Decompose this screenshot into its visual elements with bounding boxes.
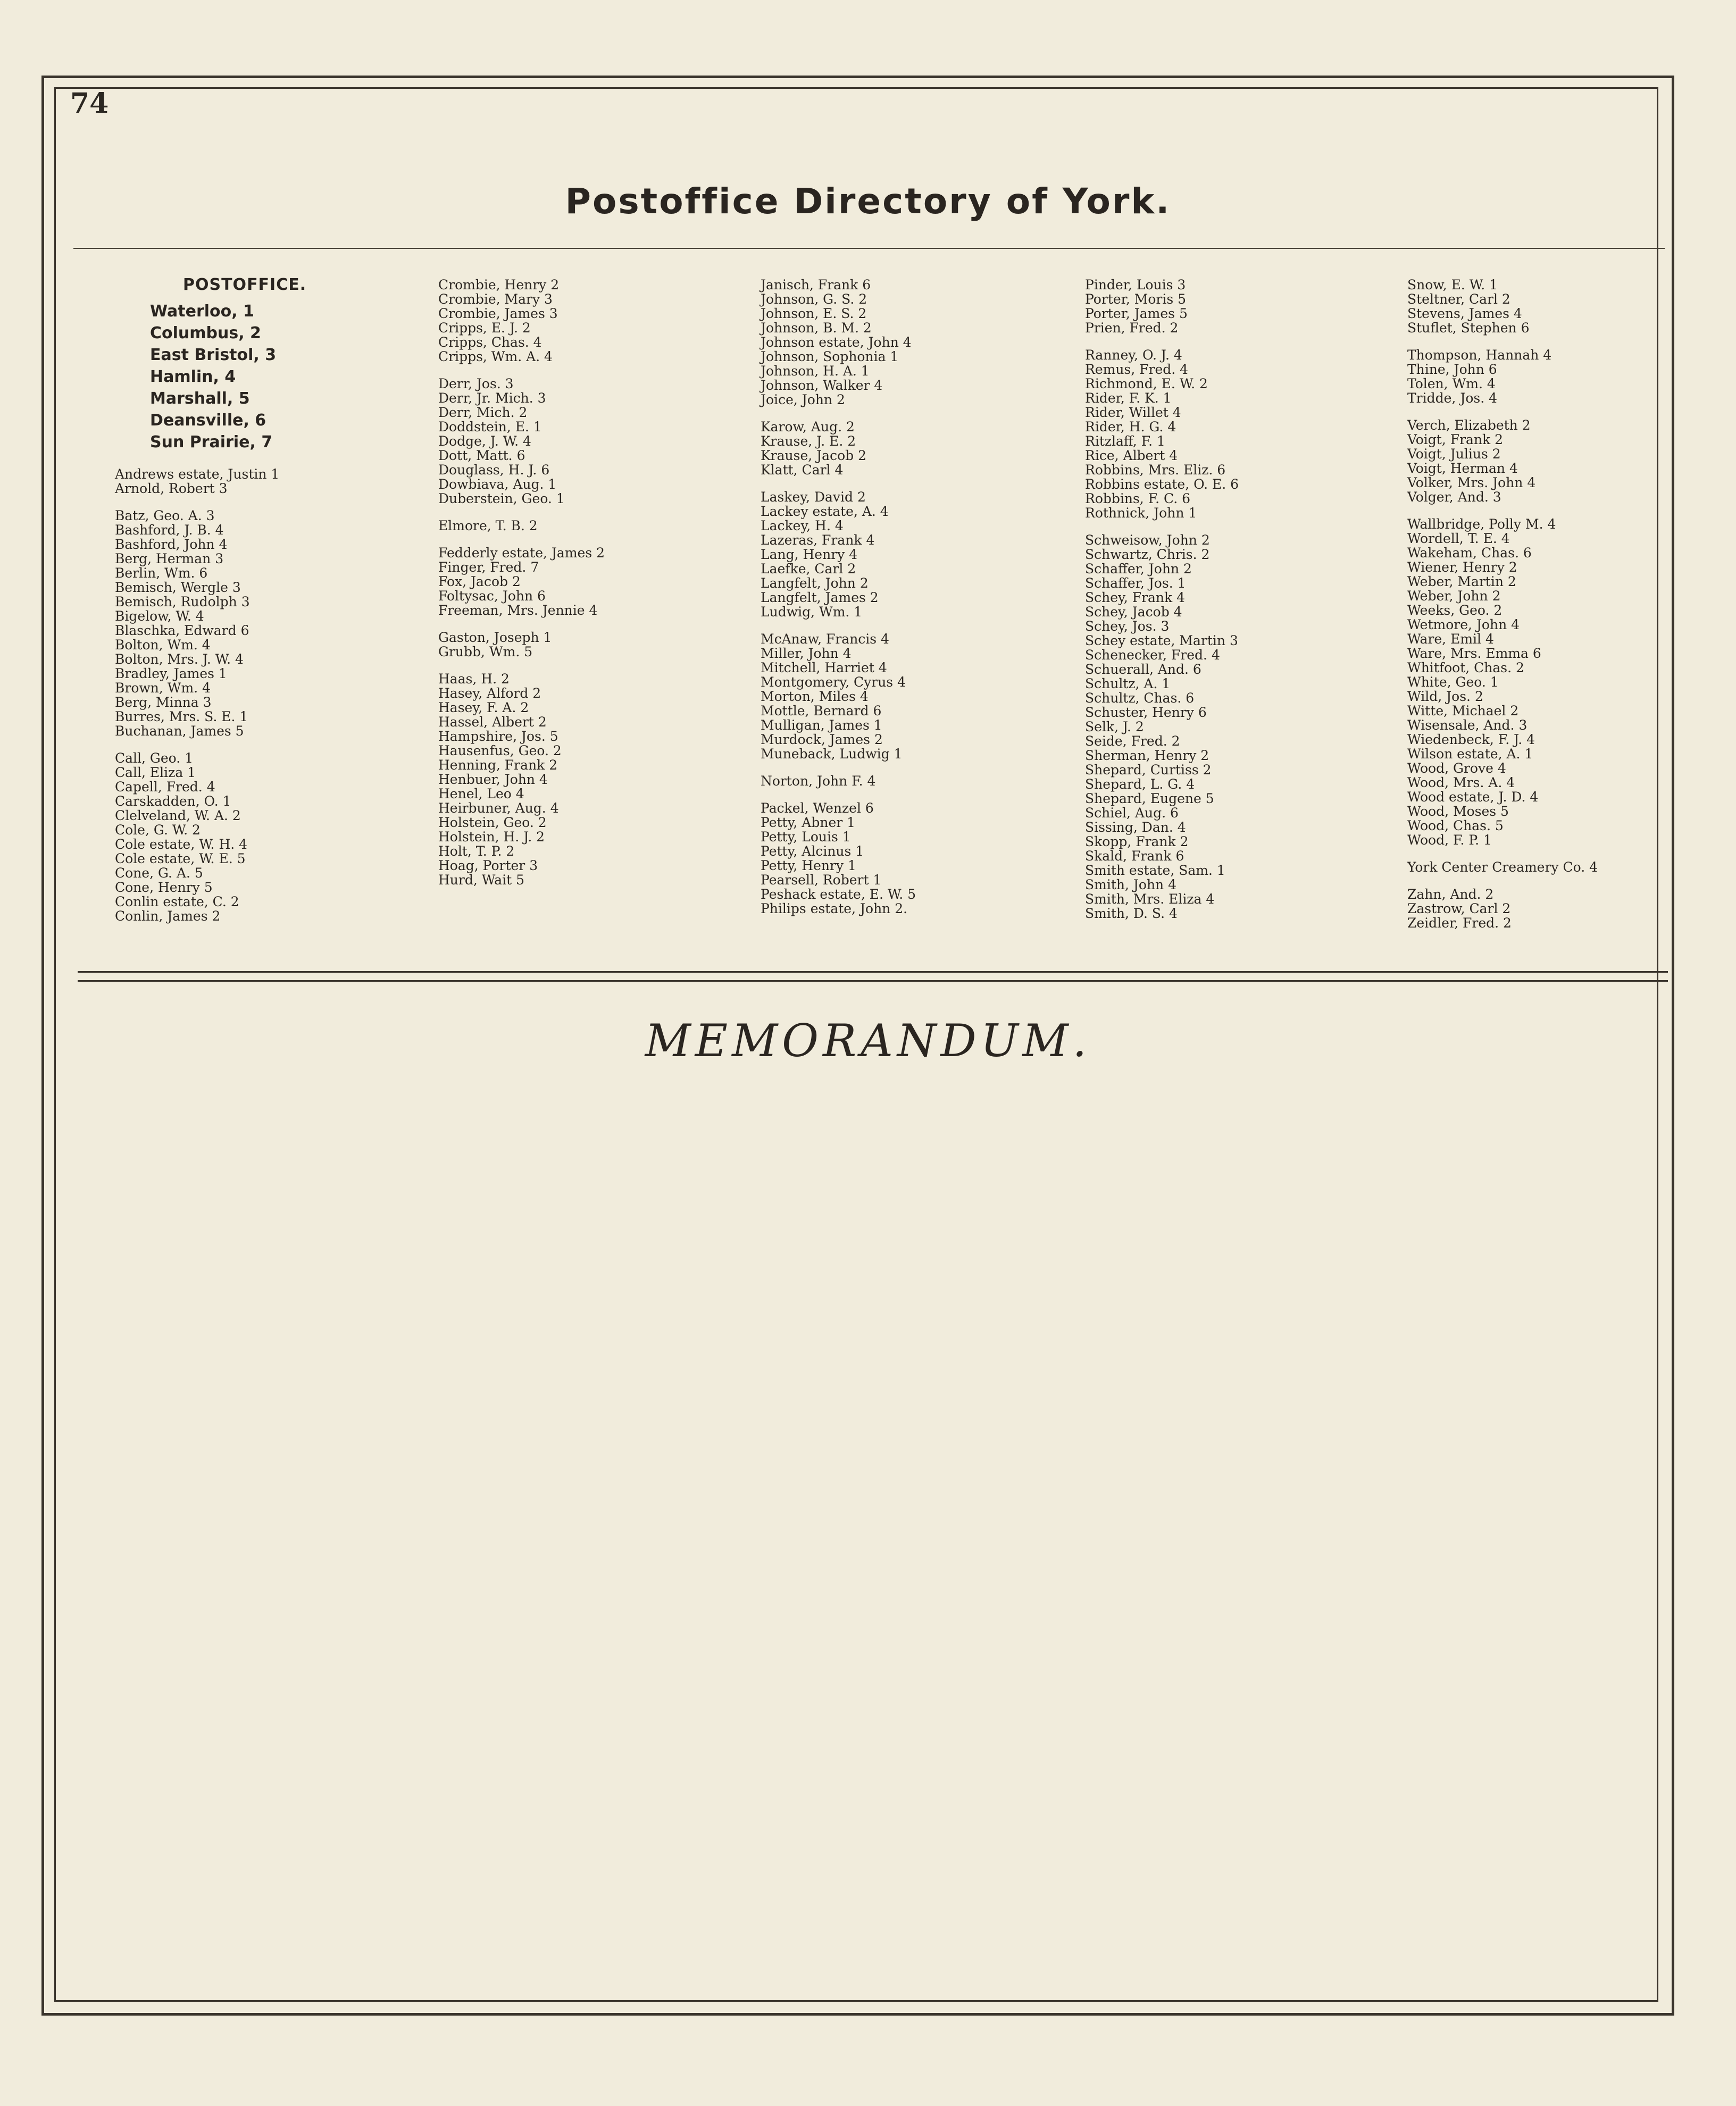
directory-entry: Wood, Grove 4 — [1407, 760, 1506, 776]
directory-entry: Rothnick, John 1 — [1085, 505, 1197, 521]
directory-entry: Foltysac, John 6 — [438, 588, 546, 604]
directory-entry: Krause, Jacob 2 — [761, 448, 866, 463]
directory-entries — [1407, 278, 1598, 930]
group-spacer — [761, 619, 916, 632]
directory-entry: Andrews estate, Justin 1 — [115, 466, 280, 482]
directory-entry: Bashford, J. B. 4 — [115, 522, 224, 538]
page-number: 74 — [70, 87, 109, 120]
directory-entry: Batz, Geo. A. 3 — [115, 508, 215, 523]
group-spacer — [761, 761, 916, 774]
directory-entry: Petty, Henry 1 — [761, 858, 856, 873]
directory-entry: Wisensale, And. 3 — [1407, 717, 1528, 733]
directory-entry: Cone, G. A. 5 — [115, 865, 203, 881]
directory-entry: Dodge, J. W. 4 — [438, 433, 531, 449]
directory-entry: Selk, J. 2 — [1085, 719, 1144, 734]
directory-entry: Hasey, F. A. 2 — [438, 700, 529, 715]
directory-entry: Voigt, Frank 2 — [1407, 432, 1504, 447]
group-spacer — [115, 496, 306, 508]
directory-entry: Henel, Leo 4 — [438, 786, 524, 801]
directory-entry: Johnson, H. A. 1 — [761, 363, 870, 379]
directory-entry: Fox, Jacob 2 — [438, 574, 521, 589]
directory-entry: Bolton, Wm. 4 — [115, 637, 211, 653]
directory-entry: Derr, Jr. Mich. 3 — [438, 390, 546, 406]
directory-entry: Petty, Louis 1 — [761, 829, 851, 845]
group-spacer — [438, 617, 605, 630]
directory-entry: Miller, John 4 — [761, 646, 852, 661]
directory-entry: Carskadden, O. 1 — [115, 793, 231, 809]
directory-entry: Stuflet, Stephen 6 — [1407, 320, 1530, 336]
directory-entry: Hausenfus, Geo. 2 — [438, 743, 562, 758]
directory-entry: Schuster, Henry 6 — [1085, 705, 1207, 720]
section-double-divider — [78, 971, 1668, 982]
directory-entry: Weeks, Geo. 2 — [1407, 603, 1503, 618]
directory-column-1 — [115, 275, 307, 924]
directory-entry: Rider, Willet 4 — [1085, 405, 1181, 420]
directory-entry: Smith, Mrs. Eliza 4 — [1085, 891, 1215, 907]
directory-entry: Karow, Aug. 2 — [761, 419, 855, 434]
group-spacer — [1407, 405, 1598, 418]
directory-column-3 — [761, 278, 916, 916]
memorandum-title: MEMORANDUM. — [645, 1015, 1091, 1067]
directory-entry: Witte, Michael 2 — [1407, 703, 1519, 718]
directory-entries — [761, 278, 916, 916]
group-spacer — [115, 738, 306, 751]
group-spacer — [761, 477, 916, 490]
directory-entry: Schey, Frank 4 — [1085, 590, 1186, 605]
directory-entry: Peshack estate, E. W. 5 — [761, 887, 916, 902]
directory-entry: Schiel, Aug. 6 — [1085, 805, 1179, 821]
postoffice-item: Waterloo, 1 — [150, 302, 254, 321]
directory-entry: Dowbiava, Aug. 1 — [438, 477, 557, 492]
directory-entry: Zastrow, Carl 2 — [1407, 901, 1511, 916]
directory-column-2 — [438, 278, 605, 887]
directory-entry: Wetmore, John 4 — [1407, 617, 1520, 632]
directory-entry: Janisch, Frank 6 — [761, 277, 871, 292]
directory-entry: Volger, And. 3 — [1407, 489, 1501, 505]
directory-entry: Wood, Mrs. A. 4 — [1407, 775, 1515, 790]
directory-entry: Rider, F. K. 1 — [1085, 390, 1172, 406]
directory-entry: Hampshire, Jos. 5 — [438, 729, 558, 744]
directory-entry: Lackey, H. 4 — [761, 518, 844, 533]
directory-entry: Heirbuner, Aug. 4 — [438, 800, 559, 816]
directory-entry: Wood, Chas. 5 — [1407, 818, 1504, 833]
directory-entry: Thine, John 6 — [1407, 362, 1497, 377]
directory-entry: Laskey, David 2 — [761, 489, 866, 505]
directory-entry: Remus, Fred. 4 — [1085, 362, 1189, 377]
directory-entry: Crombie, Mary 3 — [438, 291, 553, 307]
directory-entry: Cone, Henry 5 — [115, 880, 213, 895]
directory-entry: Ranney, O. J. 4 — [1085, 347, 1182, 363]
directory-entry: Schaffer, Jos. 1 — [1085, 575, 1186, 591]
directory-entry: Klatt, Carl 4 — [761, 462, 844, 478]
directory-entries — [115, 467, 306, 923]
page-title: Postoffice Directory of York. — [565, 181, 1171, 222]
directory-entry: Wakeham, Chas. 6 — [1407, 545, 1532, 561]
directory-entry: Ware, Mrs. Emma 6 — [1407, 646, 1541, 661]
directory-entry: Porter, Moris 5 — [1085, 291, 1187, 307]
directory-entries — [1085, 278, 1239, 921]
directory-entry: Smith, John 4 — [1085, 877, 1176, 892]
directory-entry: Hasey, Alford 2 — [438, 686, 541, 701]
directory-entry: Zeidler, Fred. 2 — [1407, 915, 1512, 931]
directory-entry: Grubb, Wm. 5 — [438, 644, 533, 659]
directory-entry: Conlin, James 2 — [115, 908, 221, 924]
directory-entry: Wiener, Henry 2 — [1407, 559, 1517, 575]
directory-entry: Berg, Herman 3 — [115, 551, 224, 566]
directory-entry: Weber, John 2 — [1407, 588, 1501, 604]
directory-entry: Haas, H. 2 — [438, 671, 510, 687]
directory-entry: Verch, Elizabeth 2 — [1407, 417, 1531, 433]
directory-entry: Derr, Mich. 2 — [438, 405, 528, 420]
directory-entry: Robbins, Mrs. Eliz. 6 — [1085, 462, 1226, 478]
directory-entry: Doddstein, E. 1 — [438, 419, 542, 434]
directory-entry: Wiedenbeck, F. J. 4 — [1407, 732, 1535, 747]
directory-entry: Buchanan, James 5 — [115, 723, 244, 739]
directory-entry: Robbins estate, O. E. 6 — [1085, 477, 1239, 492]
directory-entry: Wood estate, J. D. 4 — [1407, 789, 1539, 805]
directory-entry: York Center Creamery Co. 4 — [1407, 859, 1598, 875]
directory-entry: Shepard, Curtiss 2 — [1085, 762, 1212, 778]
directory-entries — [438, 278, 605, 887]
directory-entry: Stevens, James 4 — [1407, 306, 1522, 321]
directory-entry: Wilson estate, A. 1 — [1407, 746, 1533, 762]
directory-entry: Ludwig, Wm. 1 — [761, 604, 863, 620]
directory-entry: Whitfoot, Chas. 2 — [1407, 660, 1524, 675]
directory-entry: Holstein, H. J. 2 — [438, 829, 545, 845]
directory-entry: Elmore, T. B. 2 — [438, 518, 538, 533]
directory-entry: Lackey estate, A. 4 — [761, 504, 889, 519]
directory-entry: Thompson, Hannah 4 — [1407, 347, 1552, 363]
directory-entry: Shepard, L. G. 4 — [1085, 776, 1195, 792]
postoffice-item: Hamlin, 4 — [150, 367, 236, 386]
directory-entry: Schultz, A. 1 — [1085, 676, 1171, 691]
directory-entry: Muneback, Ludwig 1 — [761, 746, 903, 762]
directory-entry: Smith estate, Sam. 1 — [1085, 863, 1225, 878]
directory-entry: Murdock, James 2 — [761, 732, 883, 747]
directory-entry: Petty, Alcinus 1 — [761, 843, 864, 859]
directory-entry: Prien, Fred. 2 — [1085, 320, 1179, 336]
directory-entry: Langfelt, John 2 — [761, 575, 869, 591]
directory-entry: Schey estate, Martin 3 — [1085, 633, 1238, 648]
directory-entry: Cole estate, W. E. 5 — [115, 851, 246, 866]
directory-entry: Wallbridge, Polly M. 4 — [1407, 516, 1556, 532]
directory-entry: Blaschka, Edward 6 — [115, 623, 249, 638]
directory-entry: Cripps, E. J. 2 — [438, 320, 531, 336]
directory-entry: Richmond, E. W. 2 — [1085, 376, 1208, 391]
directory-entry: White, Geo. 1 — [1407, 674, 1499, 690]
directory-entry: Berg, Minna 3 — [115, 695, 212, 710]
directory-entry: Duberstein, Geo. 1 — [438, 491, 565, 506]
directory-entry: Call, Eliza 1 — [115, 765, 196, 780]
directory-entry: Schwartz, Chris. 2 — [1085, 547, 1210, 562]
group-spacer — [438, 659, 605, 672]
directory-entry: Tolen, Wm. 4 — [1407, 376, 1496, 391]
directory-entry: Conlin estate, C. 2 — [115, 894, 239, 909]
directory-entry: Mitchell, Harriet 4 — [761, 660, 887, 675]
directory-entry: Cole, G. W. 2 — [115, 822, 201, 838]
directory-entry: Capell, Fred. 4 — [115, 779, 215, 795]
directory-entry: Voigt, Julius 2 — [1407, 446, 1501, 462]
directory-entry: Langfelt, James 2 — [761, 590, 879, 605]
directory-column-4 — [1085, 278, 1239, 921]
directory-entry: Philips estate, John 2. — [761, 901, 908, 916]
directory-entry: Skald, Frank 6 — [1085, 848, 1184, 864]
postoffice-item: Marshall, 5 — [150, 389, 250, 408]
directory-entry: Fedderly estate, James 2 — [438, 545, 605, 561]
directory-entry: Seide, Fred. 2 — [1085, 733, 1180, 749]
directory-entry: Skopp, Frank 2 — [1085, 834, 1189, 849]
directory-entry: Hurd, Wait 5 — [438, 872, 525, 888]
directory-entry: Petty, Abner 1 — [761, 815, 856, 830]
directory-entry: McAnaw, Francis 4 — [761, 631, 889, 647]
directory-columns — [0, 275, 1736, 937]
directory-entry: Johnson, B. M. 2 — [761, 320, 872, 336]
postoffice-item: Sun Prairie, 7 — [150, 433, 273, 452]
directory-entry: Wild, Jos. 2 — [1407, 689, 1483, 704]
directory-entry: Lazeras, Frank 4 — [761, 532, 875, 548]
group-spacer — [1085, 520, 1239, 533]
directory-entry: Crombie, James 3 — [438, 306, 558, 321]
directory-entry: Rice, Albert 4 — [1085, 448, 1178, 463]
directory-entry: Henbuer, John 4 — [438, 772, 548, 787]
directory-entry: Schultz, Chas. 6 — [1085, 690, 1195, 706]
postoffice-legend — [115, 275, 307, 453]
directory-entry: Finger, Fred. 7 — [438, 559, 539, 575]
directory-entry: Bemisch, Rudolph 3 — [115, 594, 250, 609]
directory-entry: Tridde, Jos. 4 — [1407, 390, 1498, 406]
group-spacer — [761, 407, 916, 420]
directory-entry: Voigt, Herman 4 — [1407, 461, 1518, 476]
directory-entry: Brown, Wm. 4 — [115, 680, 211, 696]
directory-entry: Bradley, James 1 — [115, 666, 227, 681]
group-spacer — [761, 788, 916, 801]
directory-entry: Zahn, And. 2 — [1407, 887, 1494, 902]
postoffice-item: East Bristol, 3 — [150, 346, 277, 364]
directory-entry: Volker, Mrs. John 4 — [1407, 475, 1536, 490]
directory-entry: Clelveland, W. A. 2 — [115, 808, 241, 823]
directory-entry: Montgomery, Cyrus 4 — [761, 674, 906, 690]
group-spacer — [1407, 874, 1598, 887]
directory-entry: Morton, Miles 4 — [761, 689, 869, 704]
group-spacer — [1085, 335, 1239, 348]
group-spacer — [1407, 335, 1598, 348]
postoffice-item: Deansville, 6 — [150, 411, 266, 430]
directory-entry: Henning, Frank 2 — [438, 757, 558, 773]
directory-entry: Hoag, Porter 3 — [438, 858, 538, 873]
directory-entry: Johnson estate, John 4 — [761, 335, 912, 350]
directory-entry: Rider, H. G. 4 — [1085, 419, 1176, 434]
directory-entry: Laefke, Carl 2 — [761, 561, 856, 576]
postoffice-heading: POSTOFFICE. — [183, 275, 307, 294]
directory-entry: Shepard, Eugene 5 — [1085, 791, 1214, 806]
directory-entry: Bolton, Mrs. J. W. 4 — [115, 651, 244, 667]
directory-entry: Hassel, Albert 2 — [438, 714, 547, 730]
group-spacer — [1407, 847, 1598, 860]
directory-entry: Wood, F. P. 1 — [1407, 832, 1492, 848]
directory-entry: Freeman, Mrs. Jennie 4 — [438, 603, 598, 618]
directory-entry: Berlin, Wm. 6 — [115, 565, 208, 581]
group-spacer — [1407, 504, 1598, 517]
directory-entry: Pearsell, Robert 1 — [761, 872, 882, 888]
directory-entry: Johnson, Walker 4 — [761, 378, 883, 393]
directory-entry: Johnson, Sophonia 1 — [761, 349, 899, 364]
directory-entry: Crombie, Henry 2 — [438, 277, 560, 292]
directory-entry: Sherman, Henry 2 — [1085, 748, 1209, 763]
directory-entry: Burres, Mrs. S. E. 1 — [115, 709, 248, 724]
directory-entry: Smith, D. S. 4 — [1085, 906, 1178, 921]
group-spacer — [438, 364, 605, 377]
directory-entry: Schenecker, Fred. 4 — [1085, 647, 1220, 663]
postoffice-item: Columbus, 2 — [150, 324, 261, 342]
directory-entry: Packel, Wenzel 6 — [761, 800, 874, 816]
directory-entry: Snow, E. W. 1 — [1407, 277, 1498, 292]
directory-entry: Robbins, F. C. 6 — [1085, 491, 1191, 506]
directory-entry: Wordell, T. E. 4 — [1407, 531, 1510, 546]
directory-entry: Dott, Matt. 6 — [438, 448, 525, 463]
directory-entry: Schweisow, John 2 — [1085, 532, 1210, 548]
directory-entry: Bashford, John 4 — [115, 537, 228, 552]
directory-column-5 — [1407, 278, 1598, 930]
directory-entry: Derr, Jos. 3 — [438, 376, 514, 391]
directory-entry: Sissing, Dan. 4 — [1085, 820, 1186, 835]
directory-entry: Krause, J. E. 2 — [761, 433, 856, 449]
directory-entry: Wood, Moses 5 — [1407, 804, 1509, 819]
group-spacer — [438, 533, 605, 546]
directory-entry: Gaston, Joseph 1 — [438, 630, 552, 645]
directory-entry: Schey, Jacob 4 — [1085, 604, 1182, 620]
title-divider — [73, 248, 1665, 249]
directory-entry: Cripps, Chas. 4 — [438, 335, 542, 350]
directory-entry: Johnson, G. S. 2 — [761, 291, 867, 307]
directory-entry: Steltner, Carl 2 — [1407, 291, 1510, 307]
directory-entry: Johnson, E. S. 2 — [761, 306, 867, 321]
directory-entry: Holt, T. P. 2 — [438, 843, 515, 859]
directory-entry: Schey, Jos. 3 — [1085, 619, 1170, 634]
directory-entry: Pinder, Louis 3 — [1085, 277, 1186, 292]
directory-entry: Norton, John F. 4 — [761, 773, 876, 789]
directory-entry: Porter, James 5 — [1085, 306, 1188, 321]
directory-entry: Cripps, Wm. A. 4 — [438, 349, 553, 364]
directory-entry: Schaffer, John 2 — [1085, 561, 1192, 576]
directory-entry: Schuerall, And. 6 — [1085, 662, 1201, 677]
directory-entry: Holstein, Geo. 2 — [438, 815, 547, 830]
directory-entry: Cole estate, W. H. 4 — [115, 837, 248, 852]
directory-entry: Ware, Emil 4 — [1407, 631, 1494, 647]
directory-entry: Ritzlaff, F. 1 — [1085, 433, 1165, 449]
group-spacer — [438, 506, 605, 519]
directory-entry: Arnold, Robert 3 — [115, 481, 228, 496]
directory-entry: Mottle, Bernard 6 — [761, 703, 882, 718]
directory-entry: Weber, Martin 2 — [1407, 574, 1516, 589]
directory-entry: Bemisch, Wergle 3 — [115, 580, 241, 595]
directory-entry: Douglass, H. J. 6 — [438, 462, 550, 478]
directory-entry: Joice, John 2 — [761, 392, 845, 407]
directory-entry: Mulligan, James 1 — [761, 717, 882, 733]
directory-entry: Call, Geo. 1 — [115, 750, 194, 766]
directory-entry: Bigelow, W. 4 — [115, 608, 204, 624]
directory-entry: Lang, Henry 4 — [761, 547, 858, 562]
